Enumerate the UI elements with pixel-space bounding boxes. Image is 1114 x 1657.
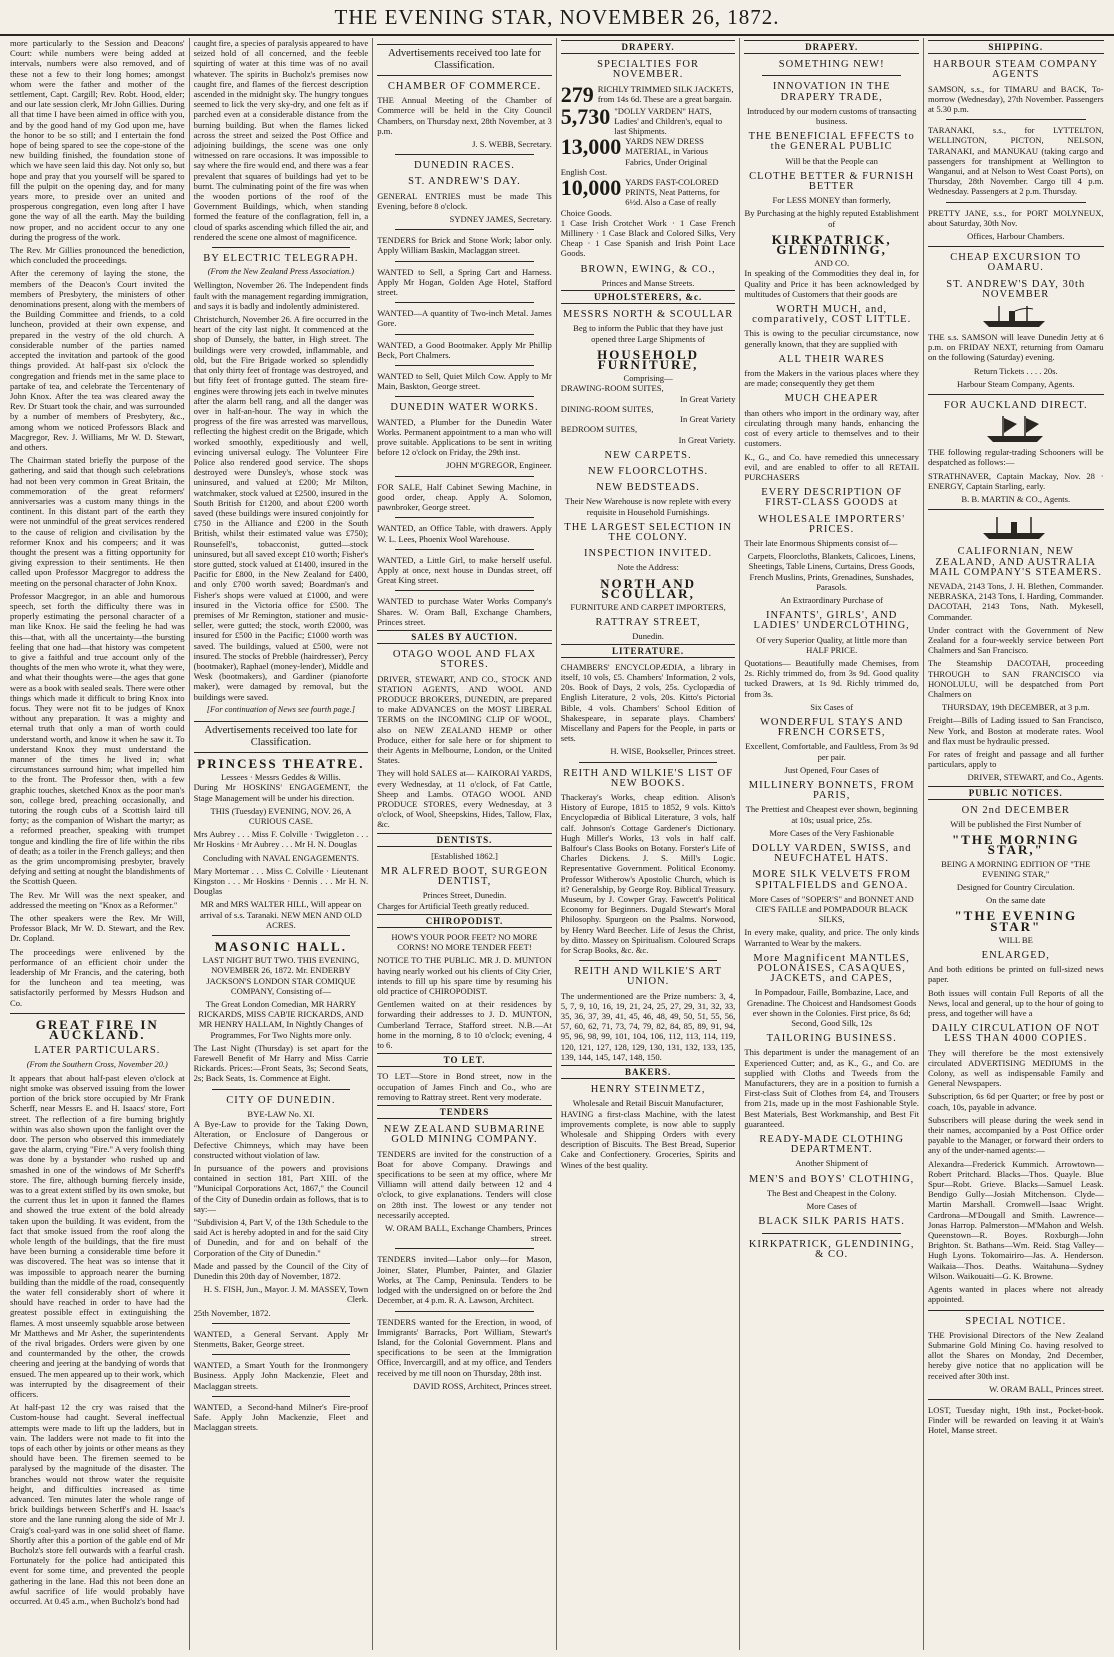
ad-line: WHOLESALE IMPORTERS' PRICES.: [758, 513, 906, 535]
column-2: [190, 38, 374, 1650]
ad-text: STRATHNAVER, Captain Mackay, Nov. 28 · ENERGY, Captain Starling, early.: [927, 470, 1104, 491]
ad-text: Alexandra—Frederick Kummich. Arrowtown—Robert Pritchard. Blacks—Thos. Quayle. Blue Spur—Robt. Grieve. Blacks—Samuel Leask. Bendigo Gully—Josiah Mitchenson. Clyde—Martin Marshall. Cromwell—Isaac Wright. Cardrona—M'Dougall and Smith. Lawrence—Jonas Harrop. Palmerston—M'Mahon and Welsh. Queenstown—R. Boyes. Roxburgh—John Brighton. St. Bathans—Wm. Reid. Stag Valley—Hugh Lyons. Tokomairiro—Jas. A. Henderson. Waikaia—Thos. Deaths. Waitahuna—Sydney Wilson. Waikouaiti—G. K. Browne.: [927, 1158, 1104, 1281]
ad-text: Carpets, Floorcloths, Blankets, Calicoes, Linens, Sheetings, Table Linens, Curtains, Dress Goods, French Muslins, Prints, Grenadines, Sunshades, Parasols.: [747, 551, 916, 592]
ad-text: They will hold SALES at— KAIKORAI YARDS, every Wednesday, at 11 o'clock, of Fat Cattle, Sheep and Lambs. OTAGO WOOL AND PRODUCE STORES, every Wednesday, at 3 o'clock, of Wool, Sheepskins, Hides, Tallow, Flax, &c.: [377, 768, 552, 830]
ad-text: TENDERS are invited for the construction of a Boat for above Company. Drawings and specifications to be seen at my office, where Mr Villiamn will attend daily between 12 and 4 o'clock, to give explanations. Tenders will close on 28th inst. The lowest or any tender not necessarily accepted.: [377, 1148, 552, 1220]
ad-text: This department is under the management of an Experienced Cutter; and, as K., G., and Co. are supplied with Cloths and Tweeds from the Manufacturers, they are in a position to furnish a First-class Suit of Clothes from £4, and Trousers from 21s, made up in the most Fashionable Style. Best Materials, Best Workmanship, and Best Fit guaranteed.: [744, 1047, 919, 1129]
ad-text: Excellent, Comfortable, and Faultless, From 3s 9d per pair.: [745, 741, 919, 762]
article-text: The Rev. Mr Gillies pronounced the benediction, which concluded the proceedings.: [10, 245, 185, 266]
ad-text: TO LET—Store in Bond street, now in the occupation of James Finch and Co., who are removing to Rattray street. Rent very moderate.: [377, 1071, 552, 1102]
ad-title: PRINCESS THEATRE.: [197, 756, 365, 771]
divider: [212, 1089, 351, 1090]
article-source: (From the New Zealand Press Association.): [207, 267, 355, 277]
divider: [928, 509, 1104, 510]
column-1: [6, 38, 190, 1650]
ad-line: BEDROOM SUITES,: [560, 424, 638, 435]
ad-text: WANTED, a Good Bootmaker. Apply Mr Phillip Beck, Port Chalmers.: [377, 339, 552, 360]
divider: [395, 261, 534, 262]
article-text: caught fire, a species of paralysis appeared to have seized hold of all concerned, and the feeble squirting of water at this time was of no avail whatever. The spirits in Bucholz's premises now caught fire, and flames of the fiercest description ascended in the midnight sky. The hungry tongues seemed to lick the very sky-dry, and one felt as if parched even at a considerable distance from the burning building. But when the flames licked across the street and seized the Post Office and adjoining buildings, the scene was one only witnessed on rare occasions. It was impossible to say where the fire would end, and there was a fear prevalent that squares of buildings had yet to be burnt. The culminating point of the fire was when the wooden portions of the roof of the Government Buildings, which, when standing formed the feature of the conflagration, fell in, a cloud of sparks ascending which filled the air, and rendered the scene one almost of magnificence.: [193, 38, 369, 242]
item-text: "DOLLY VARDEN" HATS, Ladies' and Children's, equal to last Shipments.: [614, 105, 723, 137]
newspaper-title: THE EVENING STAR, NOVEMBER 26, 1872.: [334, 5, 780, 29]
ad-title: MR ALFRED BOOT, SURGEON DENTIST,: [380, 865, 549, 888]
ad-text: THIS (Tuesday) EVENING, NOV. 26, A CURIOUS CASE.: [210, 805, 352, 827]
ad-text: TENDERS invited—Labor only—for Mason, Joiner, Slater, Plumber, Painter, and Glazier Works, at The Camp, Peninsula. Tenders to be lodged with the undersigned on or before the 2nd December, at 4 p.m. R. A. Lawson, Architect.: [377, 1254, 552, 1306]
ad-title: CITY OF DUNEDIN.: [226, 1094, 336, 1106]
section-banner: Advertisements received too late for Classification.: [194, 721, 369, 753]
masthead: [0, 0, 1114, 36]
article-text: more particularly to the Session and Deacons' Court: while numbers were being added at intervals, numbers were also removed, and of these not a few to their long homes; amongst whom were the father and mother of the settlement, Capt. Cargill; Rev. Robt. Hood, elder; and our late session clerk, Mr John Gillies. During all that time I have been aimed in office with you, and by the good hand of my God upon me, have the honor to be so still; and I entertain the fond hope of being spared to see the cope-stone of the new building finished, the foundation stone of which we have seen laid this day. Not only so, but hope and pray that you yourself will be spared to fill the pulpit on the opening day, and for many years more, to preside over an united and prosperous congregation, even long after I have gone the way of all the earth. May the building now proper, and no accident occur to any one during the progress of the work.: [10, 38, 185, 242]
ad-line: Return Tickets . . . . 20s.: [973, 365, 1058, 376]
ad-text: Will be that the People can: [785, 155, 878, 166]
ad-line: BYE-LAW No. XI.: [247, 1108, 315, 1119]
ad-text: GENERAL ENTRIES must be made This Evening, before 8 o'clock.: [377, 190, 552, 211]
drapery-item: [560, 81, 736, 107]
section-banner: Advertisements received too late for Classification.: [377, 44, 552, 76]
ad-line: In Great Variety: [680, 393, 736, 404]
ad-line: In Great Variety: [680, 414, 736, 425]
ad-title: "THE MORNING STAR,": [951, 832, 1080, 858]
divider: [212, 247, 351, 248]
ad-line: INSPECTION INVITED.: [584, 548, 713, 560]
ad-signature: JOHN M'GREGOR, Engineer.: [446, 460, 552, 471]
ad-text: The Last Night (Thursday) is set apart for the Farewell Benefit of Mr Harry and Miss Carrie Rickards. Prices:—Front Seats, 3s; Second Seats, 2s; Back Seats, 1s. Commence at Eight.: [193, 1042, 369, 1084]
ad-title: NEW ZEALAND SUBMARINE GOLD MINING COMPANY.: [383, 1124, 546, 1146]
article-text: It appears that about half-past eleven o'clock at night smoke was observed issuing from the lower portion of the brick store occupied by Mr Frank Scherff, near Messrs E. and H. Isaacs' store, Fort street. The reflection of a fire burning brightly within was also shown upon the fanlight over the door. The person who observed this immediately gave the alarm, crying "Fire." A very foolish thing was done by a bystander who rushed up and smashed in one of the windows of Mr Scherff's store. The fire, although burning fiercely inside, was to a great extent stifled by its own smoke, but the current thus let in upon it fanned the flames and showed the true extent of the bold already taken upon the building. It was evident, from the fact that smoke issued from the roof along the whole length of the buildings, that the fire must have been burning a considerable time before it was discovered. The heat was so intense that it was impossible to approach nearer the burning building than the middle of the road, consequently the water fell considerably short of where it should have reached in order to have had the greatest possible effect in extinguishing the flames. A most unseemly squabble arose between Mr Matthews and Mr Asher, the superintendents of the rival brigades. Orders were given by one and countermanded by the other, the crowds cheering and jeering at the bandying of words that ensued. The men appeared up to their work, which was interrupted by the disagreement of their officers.: [10, 1072, 185, 1399]
ad-line: CLOTHE BETTER & FURNISH BETTER: [749, 170, 915, 193]
ad-text: BEING A MORNING EDITION OF "THE EVENING STAR,": [941, 858, 1091, 879]
ad-text: PRETTY JANE, s.s., for PORT MOLYNEUX, about Saturday, 30th Nov.: [927, 207, 1104, 228]
category-heading: TO LET.: [377, 1053, 552, 1067]
ad-text: Another Shipment of: [795, 1158, 868, 1169]
ad-text: 1 Case Irish Crotchet Work · 1 Case French Millinery · 1 Case Black and Colored Silks, Very Cheap · 1 Case Spanish and Irish Point Lace Goods.: [560, 217, 736, 259]
ad-line: [Established 1862.]: [431, 850, 498, 861]
item-quantity: 13,000: [560, 134, 622, 160]
ad-text: They will therefore be the most extensively circulated ADVERTISING MEDIUMS in the Colony, as well as indispensable Family and General Newspapers.: [927, 1047, 1104, 1089]
ad-text: Both issues will contain Full Reports of all the News, local and general, up to the hour of going to press, and together will have a: [927, 987, 1104, 1019]
divider: [928, 394, 1104, 395]
ad-text: More Cases of: [806, 1201, 857, 1212]
ad-text: Thackeray's Works, cheap edition. Alison's History of Europe, 1815 to 1852, 9 vols. Kitto's Encyclopædia of Biblical Literature, 3 vols, half calf. Johnson's Cottage Gardener's Dictionary. Hugh Miller's Works, 13 vols in half calf. Balfour's Class Books on Botany. Forster's Life of Charles Dickens. J. S. Mill's Logic. Representative Government. Political Economy. Professor Witherow's Apostolic Church, which is it? Generalship, by George Roy. Biblical Treasury. Museum, by J. Cowper Gray. Fawcett's Political Economy for Beginners. Dugald Stewart's Moral Philosophy. Spurgeon on the Psalms. Norwood, by Henry Ward Beecher. Life of Jesus the Christ, by ditto. Massey on Spiritualism. Coloured Scraps for Scrap Books, &c. &c.: [560, 791, 736, 956]
sailing-ship-icon: [981, 414, 1051, 444]
ad-title: HARBOUR STEAM COMPANY AGENTS: [933, 59, 1099, 81]
ad-line: NEW BEDSTEADS.: [596, 482, 700, 494]
ad-title: SPECIAL NOTICE.: [965, 1315, 1067, 1327]
ad-text: NEVADA, 2143 Tons, J. H. Blethen, Commander. NEBRASKA, 2143 Tons, I. Harding, Commander. DACOTAH, 2143 Tons, Nath. Mykesell, Commander.: [927, 580, 1104, 622]
ad-line: DRAWING-ROOM SUITES,: [560, 383, 664, 394]
ad-text: Under contract with the Government of New Zealand for a four-weekly service between Port Chalmers and San Francisco.: [927, 624, 1104, 656]
item-text: YARDS FAST-COLORED PRINTS, Neat Patterns, for 6½d. Also a Case of really Choice Goods.: [560, 177, 720, 218]
divider: [212, 1396, 351, 1397]
ad-title: HOUSEHOLD FURNITURE,: [597, 346, 699, 373]
article-text: Christchurch, November 26. A fire occurred in the heart of the city last night. It commenced at the shop of Dunsely, the batter, in High street. The buildings were very crowded, inflammable, and old, but the Fire Brigade worked so splendidly that only thirty feet of frontage was destroyed, and but fifty feet of frontage gutted. The steam fire-engines were throwing jets each in twelve minutes after the alarm bell rang, and all the danger was over in half-an-hour. The way in which the progress of the fire was arrested was marvellous, reflecting the highest credit on the Brigade, which worked smoothly, expeditiously and well, evincing universal eulogy. The Volunteer Fire Police also rendered good service. The shops destroyed were Dunsley's, whose stock was uninsured, and valued at £200; Mr Milton, watchmaker, stock valued at £2500, insured in the South British for £1200, and about £200 worth saved (these buildings were insured conjointly for £750 in the Alliance and £200 in the South British, whilst their estimated value was £750); Rounsefell's, tobacconist, gutted—stock uninsured, but all saved except £10 worth; Fisher's store gutted, stock valued at £1400, insured in the Pacific for £800, in the New Zealand for £400, and only £700 worth saved; Boardman's and Fisher's shops were valued at £1000, and were insured in the Victoria office for £500. The premises of Mr Remington, stationer and music-seller, were gutted; the stock, worth £2000, was insured for £500 in the Pacific; £1000 worth was saved. The buildings, valued at £500, were not insured. The stocks of Prebble (hairdresser), Percy (bootmaker), Raphael (money-lender), Middle and Wesk (bootmakers), and Gardiner (pianoforte maker), were damaged by removal, but the buildings were saved.: [193, 314, 369, 702]
ad-title: NORTH AND SCOULLAR,: [600, 575, 697, 601]
ad-line: MUCH CHEAPER: [784, 393, 879, 405]
ad-title: CALIFORNIAN, NEW ZEALAND, AND AUSTRALIA MAIL COMPANY'S STEAMERS.: [929, 546, 1102, 578]
ad-line: MEN'S and BOYS' CLOTHING,: [749, 1173, 915, 1185]
divider: [928, 246, 1104, 247]
ad-line: INFANTS', GIRLS', AND LADIES' UNDERCLOTHING,: [753, 610, 910, 632]
divider: [395, 396, 534, 397]
ad-text: During Mr HOSKINS' ENGAGEMENT, the Stage Management will be under his direction.: [193, 782, 369, 803]
ad-line: THURSDAY, 19th DECEMBER, at 3 p.m.: [941, 702, 1090, 713]
ad-line: DAILY CIRCULATION OF NOT LESS THAN 4000 COPIES.: [931, 1023, 1100, 1045]
ad-text: WANTED—A quantity of Two-inch Metal. James Gore.: [377, 308, 552, 329]
ad-text: NOTICE TO THE PUBLIC. MR J. D. MUNTON having nearly worked out his clients of City Crier, intends to fill up his spare time by resuming his old practice of CHIROPODIST.: [377, 955, 552, 997]
divider: [928, 1310, 1104, 1311]
ad-text: from the Makers in the various places where they are made; consequently they get them: [744, 368, 919, 389]
divider: [395, 302, 534, 303]
ad-text: WANTED, a General Servant. Apply Mr Stenmetts, Baker, George street.: [193, 1328, 369, 1349]
ad-text: A Bye-Law to provide for the Taking Down, Alteration, or Enclosure of Dangerous or Defective Chimneys, which may have been constructed without violation of law.: [193, 1119, 369, 1160]
ad-text: Mary Mortemar . . . Miss C. Colville · Lieutenant Kingston . . . Mr Hoskins · Dennis . . . Mr H. N. Douglas: [193, 865, 369, 897]
ad-signature: SYDNEY JAMES, Secretary.: [449, 214, 552, 225]
ad-title: REITH AND WILKIE'S ART UNION.: [574, 966, 722, 988]
item-quantity: 5,730: [560, 103, 611, 129]
ad-line: THE LARGEST SELECTION IN THE COLONY.: [564, 521, 732, 543]
article-text: The Rev. Mr Will was the next speaker, and addressed the meeting on "Knox as a Reformer.": [10, 889, 185, 910]
divider: [395, 334, 534, 335]
ad-text: This is owing to the peculiar circumstance, now generally known, that they are supplied with: [744, 328, 919, 349]
divider: [762, 1233, 901, 1234]
divider: [212, 1323, 351, 1324]
column-6: [924, 38, 1108, 1650]
divider: [579, 762, 718, 763]
divider: [579, 960, 718, 961]
divider: [928, 1399, 1104, 1400]
item-text: YARDS NEW DRESS MATERIAL, in Various Fabrics, Under Original English Cost.: [560, 136, 708, 177]
ad-text: An Extraordinary Purchase of: [780, 594, 884, 605]
ad-line: RATTRAY STREET,: [595, 617, 701, 629]
divider: [395, 365, 534, 366]
ad-line: ALL THEIR WARES: [778, 353, 885, 365]
ad-line: Note the Address:: [617, 562, 679, 573]
divider: [395, 1248, 534, 1249]
ad-text: Made and passed by the Council of the City of Dunedin this 20th day of November, 1872.: [193, 1260, 369, 1281]
column-5: [740, 38, 924, 1650]
column-3: [373, 38, 557, 1650]
ad-line: DINING-ROOM SUITES,: [560, 403, 654, 414]
divider: [762, 75, 901, 76]
ad-signature: H. S. FISH, Jun., Mayor. J. M. MASSEY, Town Clerk.: [203, 1284, 369, 1305]
category-heading: PUBLIC NOTICES.: [928, 786, 1104, 800]
article-text: The Chairman stated briefly the purpose of the gathering, and said that though such celebrations had not been very common in Great Britain, the commemoration of the great reformers' anniversaries was a custom many things in the continent. In this distant part of the earth they were not unmindful of the great services rendered to the cause of religion and civilisation by the reformer Knox and his compeers; and it was thought the present was a fitting opportunity for giving expression to their sentiments. He then called upon Professor Macgregor to address the meeting on the personal character of John Knox.: [10, 455, 185, 588]
ad-title: HENRY STEINMETZ,: [590, 1084, 706, 1096]
divider: [946, 119, 1086, 120]
ad-text: THE following regular-trading Schooners will be despatched as follows:—: [927, 447, 1104, 468]
divider: [395, 1311, 534, 1312]
article-text: Professor Macgregor, in an able and humorous speech, set forth the difficulty there was in properly estimating the personal character of a man like Knox. He said the feeling he had was this—that, with all the uncertainty—the bursting feeling that one had—that history was competent to give a faithful and true account only of the thoughts of the men who wrote it, what they were, and what their thoughts were—the ages that gone were as a book with sealed seals. There were other things which made it difficult to bring Knox into focus. They were not fit to be judges of Knox without any preparation. It was a mighty and eternal truth that only a man of worth could understand worth, and know it when he saw it. To understand Knox they must understand the manner of the times he lived in; what circumstances surround him; what impelled him to the front. The Professor then, with a few graphic touches, sketched Knox as the poor man's son, college bred, preaching occasionally, and tutoring the rough cubs of a Scottish laird till forty; as the companion of Wishart the martyr; as a reformed preacher, speaking with trumpet tongue and kindling the fire of life within the ribs of death; as a toiler in the French galleys; and then as the grim uncompromising presbyter, bravely defying and setting at nought the blandishments of the Scottish Queen.: [10, 590, 185, 887]
article-text: The proceedings were enlivened by the performance of an efficient choir under the leadership of Mr Francis, and the catering, both for the luncheon and tea meeting, was satisfactorily performed by Messrs Hudson and Co.: [10, 946, 185, 1008]
ad-title: CHEAP EXCURSION TO OAMARU.: [950, 252, 1082, 274]
ad-text: Designed for Country Circulation.: [956, 881, 1075, 892]
ad-title: CHAMBER OF COMMERCE.: [387, 81, 542, 92]
ad-text: THE s.s. SAMSON will leave Dunedin Jetty at 6 p.m. on FRIDAY NEXT, returning from Oamaru on the following (Saturday) evening.: [927, 332, 1104, 363]
ad-title: DUNEDIN WATER WORKS.: [390, 402, 539, 414]
ad-signature: DRIVER, STEWART, and Co., Agents.: [967, 772, 1104, 783]
category-heading: DRAPERY.: [744, 40, 919, 54]
divider: [212, 1354, 351, 1355]
ad-line: EVERY DESCRIPTION OF FIRST-CLASS GOODS at: [761, 487, 903, 509]
ad-text: Freight—Bills of Lading issued to San Francisco, New York, and Boston at moderate rates. Wool and flax must be hydraulic pressed.: [927, 715, 1104, 746]
ad-text: K., G., and Co. have remedied this unnecessary evil, and are enabled to offer to all RETAIL PURCHASERS: [744, 451, 919, 482]
ad-text: Subscribers will please during the week send in their names, accompanied by a Post Office order payable to the Manager, or forward their orders to any of the under-named agents:—: [927, 1114, 1104, 1156]
ad-text: Concluding with NAVAL ENGAGEMENTS.: [202, 852, 359, 863]
ad-line: In Great Variety.: [678, 434, 736, 445]
divider: [395, 590, 534, 591]
ad-text: In Pompadour, Faille, Bombazine, Lace, and Grenadine. The Choicest and Handsomest Goods ever shown in the Colonies. First price, 8s 6d; Second, Good Silk, 12s: [747, 987, 917, 1029]
ad-line: WORTH MUCH, and, comparatively, COST LITTLE.: [752, 304, 912, 326]
ad-title: ON 2nd DECEMBER: [961, 804, 1070, 816]
ad-text: Their New Warehouse is now replete with every requisite in Household Furnishings.: [565, 496, 732, 517]
ad-text: Introduced by our modern customs of transacting business.: [746, 105, 917, 127]
advertisement: [193, 939, 369, 1084]
mail-steamer-icon: [981, 515, 1051, 541]
divider: [395, 517, 534, 518]
ad-title: ST. ANDREW'S DAY.: [408, 176, 521, 188]
item-quantity: 10,000: [560, 175, 622, 201]
ad-text: The Steamship DACOTAH, proceeding THROUGH to SAN FRANCISCO via HONOLULU, will be despatched from Port Chalmers on: [927, 658, 1104, 699]
category-heading: LITERATURE.: [561, 644, 736, 658]
ad-line: Offices, Harbour Chambers.: [967, 231, 1065, 242]
ad-text: TARANAKI, s.s., for LYTTELTON, WELLINGTON, PICTON, NELSON, TARANAKI, and MANUKAU (taking cargo and passengers for transhipment at Wellington to Wanganui, and at Nelson to West Coast Ports), on Thursday, 28th November. Cargo till 4 p.m. Wednesday. Passengers at 2 p.m. Thursday.: [927, 125, 1104, 197]
ad-text: Their late Enormous Shipments consist of—: [744, 537, 898, 548]
ad-title: "THE EVENING STAR": [954, 908, 1078, 934]
ad-text: LAST NIGHT BUT TWO. THIS EVENING, NOVEMBER 26, 1872. Mr. ENDERBY JACKSON'S LONDON STAR COMIQUE COMPANY, Consisting of—: [202, 955, 360, 996]
steamship-icon: [981, 303, 1051, 329]
category-heading: SALES BY AUCTION.: [377, 630, 552, 644]
ad-text: Gentlemen waited on at their residences by forwarding their addresses to J. D. MUNTON, Cumberland Terrace, Stafford street. N.B.—At home in the morning, 8 to 10 o'clock; evening, 4 to 6.: [377, 999, 552, 1051]
ad-text: SAMSON, s.s., for TIMARU and BACK, To-morrow (Wednesday), 27th November. Passengers at 5.30 p.m.: [927, 83, 1104, 115]
ad-line: ST. ANDREW'S DAY, 30th NOVEMBER: [946, 278, 1086, 300]
ad-text: In speaking of the Commodities they deal in, for Quality and Price it has been acknowledged by multitudes of Customers that their goods are: [744, 268, 919, 299]
ad-text: The Great London Comedian, MR HARRY RICKARDS, MISS CAB'IE RICKARDS, AND MR HENRY HALLAM, In Nightly Changes of Programmes, For Two Nights more only.: [198, 999, 364, 1040]
ad-signature: W. ORAM BALL, Princes street.: [989, 1383, 1104, 1394]
category-heading: DENTISTS.: [377, 833, 552, 847]
ad-text: Six Cases of: [810, 701, 854, 712]
ad-text: WANTED to Sell, a Spring Cart and Harness. Apply Mr Hogan, Golden Age Hotel, Stafford street.: [377, 266, 552, 298]
article-headline: GREAT FIRE IN AUCKLAND.: [35, 1016, 159, 1043]
ad-text: WILL BE: [998, 934, 1033, 945]
ad-line: MORE SILK VELVETS FROM SPITALFIELDS and GENOA.: [752, 869, 912, 891]
ad-title: REITH AND WILKIE'S LIST OF NEW BOOKS.: [563, 767, 733, 789]
ad-line: READY-MADE CLOTHING DEPARTMENT.: [759, 1134, 905, 1156]
ad-text: HAVING a first-class Machine, with the latest improvements complete, is now able to supply Wholesale and Shipping Orders with every description of Biscuits. The Best Bread, Superior Cake and Confectionery. Groceries, Spirits and Wines of the best quality.: [560, 1108, 736, 1170]
ad-signature: W. ORAM BALL, Exchange Chambers, Princes street.: [385, 1223, 552, 1244]
ad-text: THE Provisional Directors of the New Zealand Submarine Gold Mining Co. having resolved to allot the Shares on Monday, 2nd December, hereby give notice that no application will be received after 30th inst.: [927, 1329, 1104, 1381]
ad-text: WANTED to purchase Water Works Company's Shares. W. Oram Ball, Exchange Chambers, Princes street.: [377, 596, 552, 627]
item-quantity: 279: [560, 81, 594, 107]
category-heading: CHIROPODIST.: [377, 914, 552, 928]
ad-text: than others who import in the ordinary way, after circulating through many hands, enhancing the cost of every article to themselves and to their customers.: [744, 407, 919, 449]
ad-line: FURNITURE AND CARPET IMPORTERS,: [570, 601, 726, 612]
ad-line: ENLARGED,: [981, 950, 1050, 961]
article-text: At half-past 12 the cry was raised that the Custom-house had caught. Several ineffectual attempts were made to lift up the ladders, but in vain. The ladders were not made to fit into the tops of each other by joints or other means as they should have been. The firemen seemed to be paralysed by the magnitude of the disaster. The branches would not throw water the requisite height, and difficulties increased as time advanced. Ten minutes later the whole range of brick buildings between Scherff's and H. Isaac's store and the lane running along the side of Mr J. Craig's coal-yard was in one solid sheet of flame. Shortly after this a portion of the gable end of Mr Bucholz's store fell outwards with a fearful crash. Fortunately for the police had anticipated this event for some time, and prevented the people gathering in the lane. Had this not been done an awful sacrifice of life would probably have occurred. At 0.45 a.m., when Bucholz's bond had: [10, 1402, 185, 1607]
ad-text: TENDERS wanted for the Erection, in wood, of Immigrants' Barracks, Port William, Stewart's Island, for the Colonial Government. Plans and specifications to be seen at the Immigration Office, Invercargill, and at my office, and Tenders received by me till noon on Thursday, 28th inst.: [377, 1316, 552, 1378]
ad-line: Princes Street, Dunedin.: [422, 890, 507, 901]
advertisement: [194, 1096, 369, 1318]
ad-text: Mrs Aubrey . . . Miss F. Colville · Twiggleton . . . Mr Hoskins · Mr Aubrey . . . Mr H. N. Douglas: [193, 829, 369, 850]
article-text: The other speakers were the Rev. Mr Will, Professor Black, Mr W. D. Stewart, and the Rev. Dr. Copland.: [10, 913, 185, 944]
ad-title: SPECIALTIES FOR NOVEMBER.: [597, 59, 699, 81]
article-source: (From the Southern Cross, November 20.): [26, 1059, 168, 1069]
ad-text: WANTED to Sell, Quiet Milch Cow. Apply to Mr Main, Baskton, George street.: [377, 371, 552, 392]
item-text: RICHLY TRIMMED SILK JACKETS, from 14s 6d. These are a great bargain.: [597, 83, 734, 104]
ad-text: WANTED, a Smart Youth for the Ironmongery Business. Apply John Mackenzie, Fleet and Maclaggan streets.: [193, 1360, 369, 1391]
category-heading: DRAPERY.: [561, 40, 736, 54]
divider: [10, 1013, 185, 1014]
category-heading: TENDERS: [377, 1105, 552, 1119]
ad-text: "Subdivision 4, Part V, of the 13th Schedule to the said Act is hereby adopted in and for the said City of Dunedin, and for and on behalf of the Corporation of the City of Dunedin.": [193, 1216, 369, 1258]
article-text: After the ceremony of laying the stone, the members of the Deacon's Court invited the members of Presbytery, the ministers of other denominations present, along with the members of the Building Committee and friends, to a cold luncheon, provided at their own expense, and prepared in the vestry of the old church. A considerable number of the parties named accepted the invitation and partook of the good things provided. At half-past six o'clock the congregation and friends met in the same place to partake of tea, and celebrate the Tercentenary of John Knox. After the tea was cleared away the Rev. Dr Stuart took the chair, and was surrounded by a number of members of Presbytery, &c., among whom we noticed Professors Black and Macgregor, Rev. J. Williams, Mr W. D. Stewart, and others.: [10, 268, 185, 452]
ad-text: Agents wanted in places where not already appointed.: [927, 1284, 1104, 1305]
ad-line: TAILORING BUSINESS.: [766, 1033, 897, 1045]
divider: [212, 935, 351, 936]
ad-text: Just Opened, Four Cases of: [784, 764, 879, 775]
ad-text: The Best and Cheapest in the Colony.: [766, 1187, 897, 1198]
ad-text: More Cases of the Very Fashionable: [769, 827, 894, 838]
divider: [395, 229, 534, 230]
ad-text: WANTED, a Plumber for the Dunedin Water Works. Permanent appointment to a man who will prove suitable. Applications to be sent in writing before 12 o'clock on Friday, the 29th inst.: [377, 416, 552, 458]
ad-text: Subscription, 6s 6d per Quarter; or free by post or coach, 10s, payable in advance.: [927, 1091, 1104, 1112]
columns: [6, 38, 1108, 1650]
ad-date: 25th November, 1872.: [193, 1307, 271, 1318]
ad-signature: BROWN, EWING, & CO.,: [580, 263, 716, 275]
ad-text: Will be published the First Number of: [950, 818, 1082, 829]
ad-title: OTAGO WOOL AND FLAX STORES.: [392, 649, 537, 671]
ad-text: DRIVER, STEWART, AND CO., STOCK AND STATION AGENTS, AND WOOL AND PRODUCE BROKERS, DUNEDIN, are prepared to make ADVANCES on the MOST LIBERAL TERMS on the INCOMING CLIP OF WOOL, also on NEW ZEALAND HEMP or other Produce, either for sale here or for shipment to their Agents in Melbourne, London, or the United States.: [377, 673, 552, 766]
ad-line: Princes and Manse Streets.: [601, 277, 695, 288]
ad-line: AND CO.: [814, 258, 850, 269]
ad-text: For LESS MONEY than formerly,: [772, 195, 891, 206]
ad-text: FOR SALE, Half Cabinet Sewing Machine, in good order, cheap. Apply A. Solomon, pawnbroker, George street.: [377, 481, 552, 513]
ad-text: By Purchasing at the highly reputed Establishment of: [744, 208, 919, 229]
article-text: Wellington, November 26. The Independent finds fault with the management regarding immigration, and says it is badly and indolently administered.: [193, 280, 369, 311]
ad-text: Of very Superior Quality, at little more than HALF PRICE.: [756, 634, 908, 655]
ad-line: Harbour Steam Company, Agents.: [956, 378, 1075, 389]
ad-text: THE Annual Meeting of the Chamber of Commerce will be held in the City Council Chambers, on Thursday next, 28th November, at 3 p.m.: [377, 95, 552, 136]
ad-text: WANTED, an Office Table, with drawers. Apply W. L. Lees, Phoenix Wool Warehouse.: [377, 523, 552, 544]
ad-text: MR and MRS WALTER HILL, Will appear on arrival of s.s. Taranaki. NEW MEN AND OLD ACRES.: [199, 899, 362, 930]
drapery-item: [561, 136, 736, 177]
ad-title: SOMETHING NEW!: [778, 59, 885, 71]
ad-line: More Magnificent MANTLES, POLONAISES, CASAQUES, JACKETS, and CAPES,: [753, 952, 910, 985]
ad-line: DOLLY VARDEN, SWISS, and NEUFCHATEL HATS.: [751, 843, 912, 865]
section-headline: BY ELECTRIC TELEGRAPH.: [203, 253, 359, 265]
ad-signature: DAVID ROSS, Architect, Princes street.: [413, 1380, 552, 1391]
ad-text: And both editions be printed on full-sized news paper.: [927, 964, 1104, 985]
ad-line: MILLINERY BONNETS, FROM PARIS,: [748, 779, 915, 802]
ad-line: NEW CARPETS.: [604, 449, 692, 461]
ad-text: The undermentioned are the Prize numbers: 3, 4, 5, 7, 9, 10, 16, 19, 21, 24, 25, 27, 29, 31, 32, 33, 35, 36, 37, 39, 41, 45, 46, 48, 49, 50, 51, 55, 56, 57, 60, 62, 71, 73, 74, 79, 82, 84, 85, 89, 91, 94, 95, 96, 98, 99, 101, 104, 106, 112, 113, 114, 119, 120, 121, 127, 128, 129, 130, 131, 132, 133, 135, 139, 144, 145, 147, 148, 150.: [560, 990, 736, 1062]
ad-text: CHAMBERS' ENCYCLOPÆDIA, a library in itself, 10 vols, £5. Chambers' Information, 2 vols, 20s. Book of Days, 2 vols, 25s. Cyclopædia of English Literature, 2 vols, 20s. Kitto's Pictorial Bible, 4 vols. Chambers' School Edition of Shakespeare, in separate plays. Chambers' Miscellany and Papers for the People, in parts or sets.: [560, 661, 736, 744]
category-heading: BAKERS.: [561, 1065, 736, 1079]
column-4: [557, 38, 741, 1650]
ad-line: WONDERFUL STAYS AND FRENCH CORSETS,: [759, 716, 904, 739]
divider: [395, 154, 534, 155]
ad-text: For rates of freight and passage and all further particulars, apply to: [927, 748, 1104, 770]
ad-signature: B. B. MARTIN & CO., Agents.: [961, 494, 1071, 505]
ad-text: The Prettiest and Cheapest ever shown, beginning at 10s; usual price, 25s.: [745, 804, 918, 825]
continuation-note: [For continuation of News see fourth page.]: [206, 704, 355, 714]
ad-title: KIRKPATRICK, GLENDINING,: [771, 231, 892, 258]
ad-title: DUNEDIN RACES.: [414, 160, 515, 172]
ad-line: INNOVATION IN THE DRAPERY TRADE,: [772, 81, 891, 103]
category-heading: SHIPPING.: [928, 40, 1104, 54]
ad-line: THE BENEFICIAL EFFECTS to the GENERAL PUBLIC: [748, 131, 915, 153]
ad-text: In pursuance of the powers and provisions contained in section 181, Part XIII. of the "Municipal Corporations Act, 1867," the Council of the City of Dunedin ordain as follows, that is to say:—: [193, 1162, 369, 1214]
article-subhead: LATER PARTICULARS.: [34, 1045, 161, 1057]
drapery-item: [560, 103, 736, 137]
ad-text: TENDERS for Brick and Stone Work; labor only. Apply William Baskin, Maclaggan street.: [377, 235, 552, 256]
ad-line: NEW FLOORCLOTHS.: [587, 465, 709, 477]
ad-signature: KIRKPATRICK, GLENDINING, & CO.: [748, 1238, 915, 1260]
ad-text: Beg to inform the Public that they have just opened three Large Shipments of: [573, 323, 724, 344]
category-heading: UPHOLSTERERS, &c.: [561, 290, 736, 304]
ad-text: LOST, Tuesday night, 19th inst., Pocket-book. Finder will be rewarded on leaving it at Wain's Hotel, Manse street.: [927, 1404, 1104, 1436]
ad-text: On the same date: [986, 895, 1046, 906]
ad-text: WANTED, a Second-hand Milner's Fire-proof Safe. Apply John Mackenzie, Fleet and Maclaggan streets.: [193, 1401, 369, 1433]
ad-title: FOR AUCKLAND DIRECT.: [943, 400, 1088, 412]
divider: [946, 202, 1086, 203]
ad-text: More Cases of "SOPER'S" and BONNET AND CIE'S FAILLE and POMPADOUR BLACK SILKS,: [749, 893, 914, 925]
divider: [395, 476, 534, 477]
ad-text: Quotations— Beautifully made Chemises, from 2s. Richly trimmed do, from 3s 9d. Good quality tucked Drawers, at 1s 9d. Richly trimmed do, from 3s.: [744, 657, 919, 699]
ad-text: In every make, quality, and price. The only kinds Warranted to Wear by the makers.: [744, 927, 919, 948]
ad-title: MESSRS NORTH & SCOULLAR: [562, 309, 734, 321]
ad-signature: H. WISE, Bookseller, Princes street.: [610, 746, 736, 757]
ad-line: Wholesale and Retail Biscuit Manufacturer,: [572, 1098, 724, 1109]
ad-text: HOW'S YOUR POOR FEET? NO MORE CORNS! NO MORE TENDER FEET!: [391, 932, 538, 953]
ad-line: Dunedin.: [632, 631, 664, 642]
divider: [395, 549, 534, 550]
ad-signature: J. S. WEBB, Secretary.: [472, 139, 552, 150]
ad-line: Lessees · Messrs Geddes & Willis.: [220, 772, 341, 783]
ad-title: MASONIC HALL.: [214, 939, 347, 955]
drapery-item: [561, 177, 736, 218]
ad-line: Comprising—: [623, 373, 673, 384]
advertisement: [193, 756, 369, 930]
ad-line: BLACK SILK PARIS HATS.: [758, 1216, 905, 1228]
ad-text: Charges for Artificial Teeth greatly reduced.: [377, 900, 529, 911]
ad-text: WANTED, a Little Girl, to make herself useful. Apply at once, next house in Dundas street, off Great King street.: [377, 554, 552, 586]
